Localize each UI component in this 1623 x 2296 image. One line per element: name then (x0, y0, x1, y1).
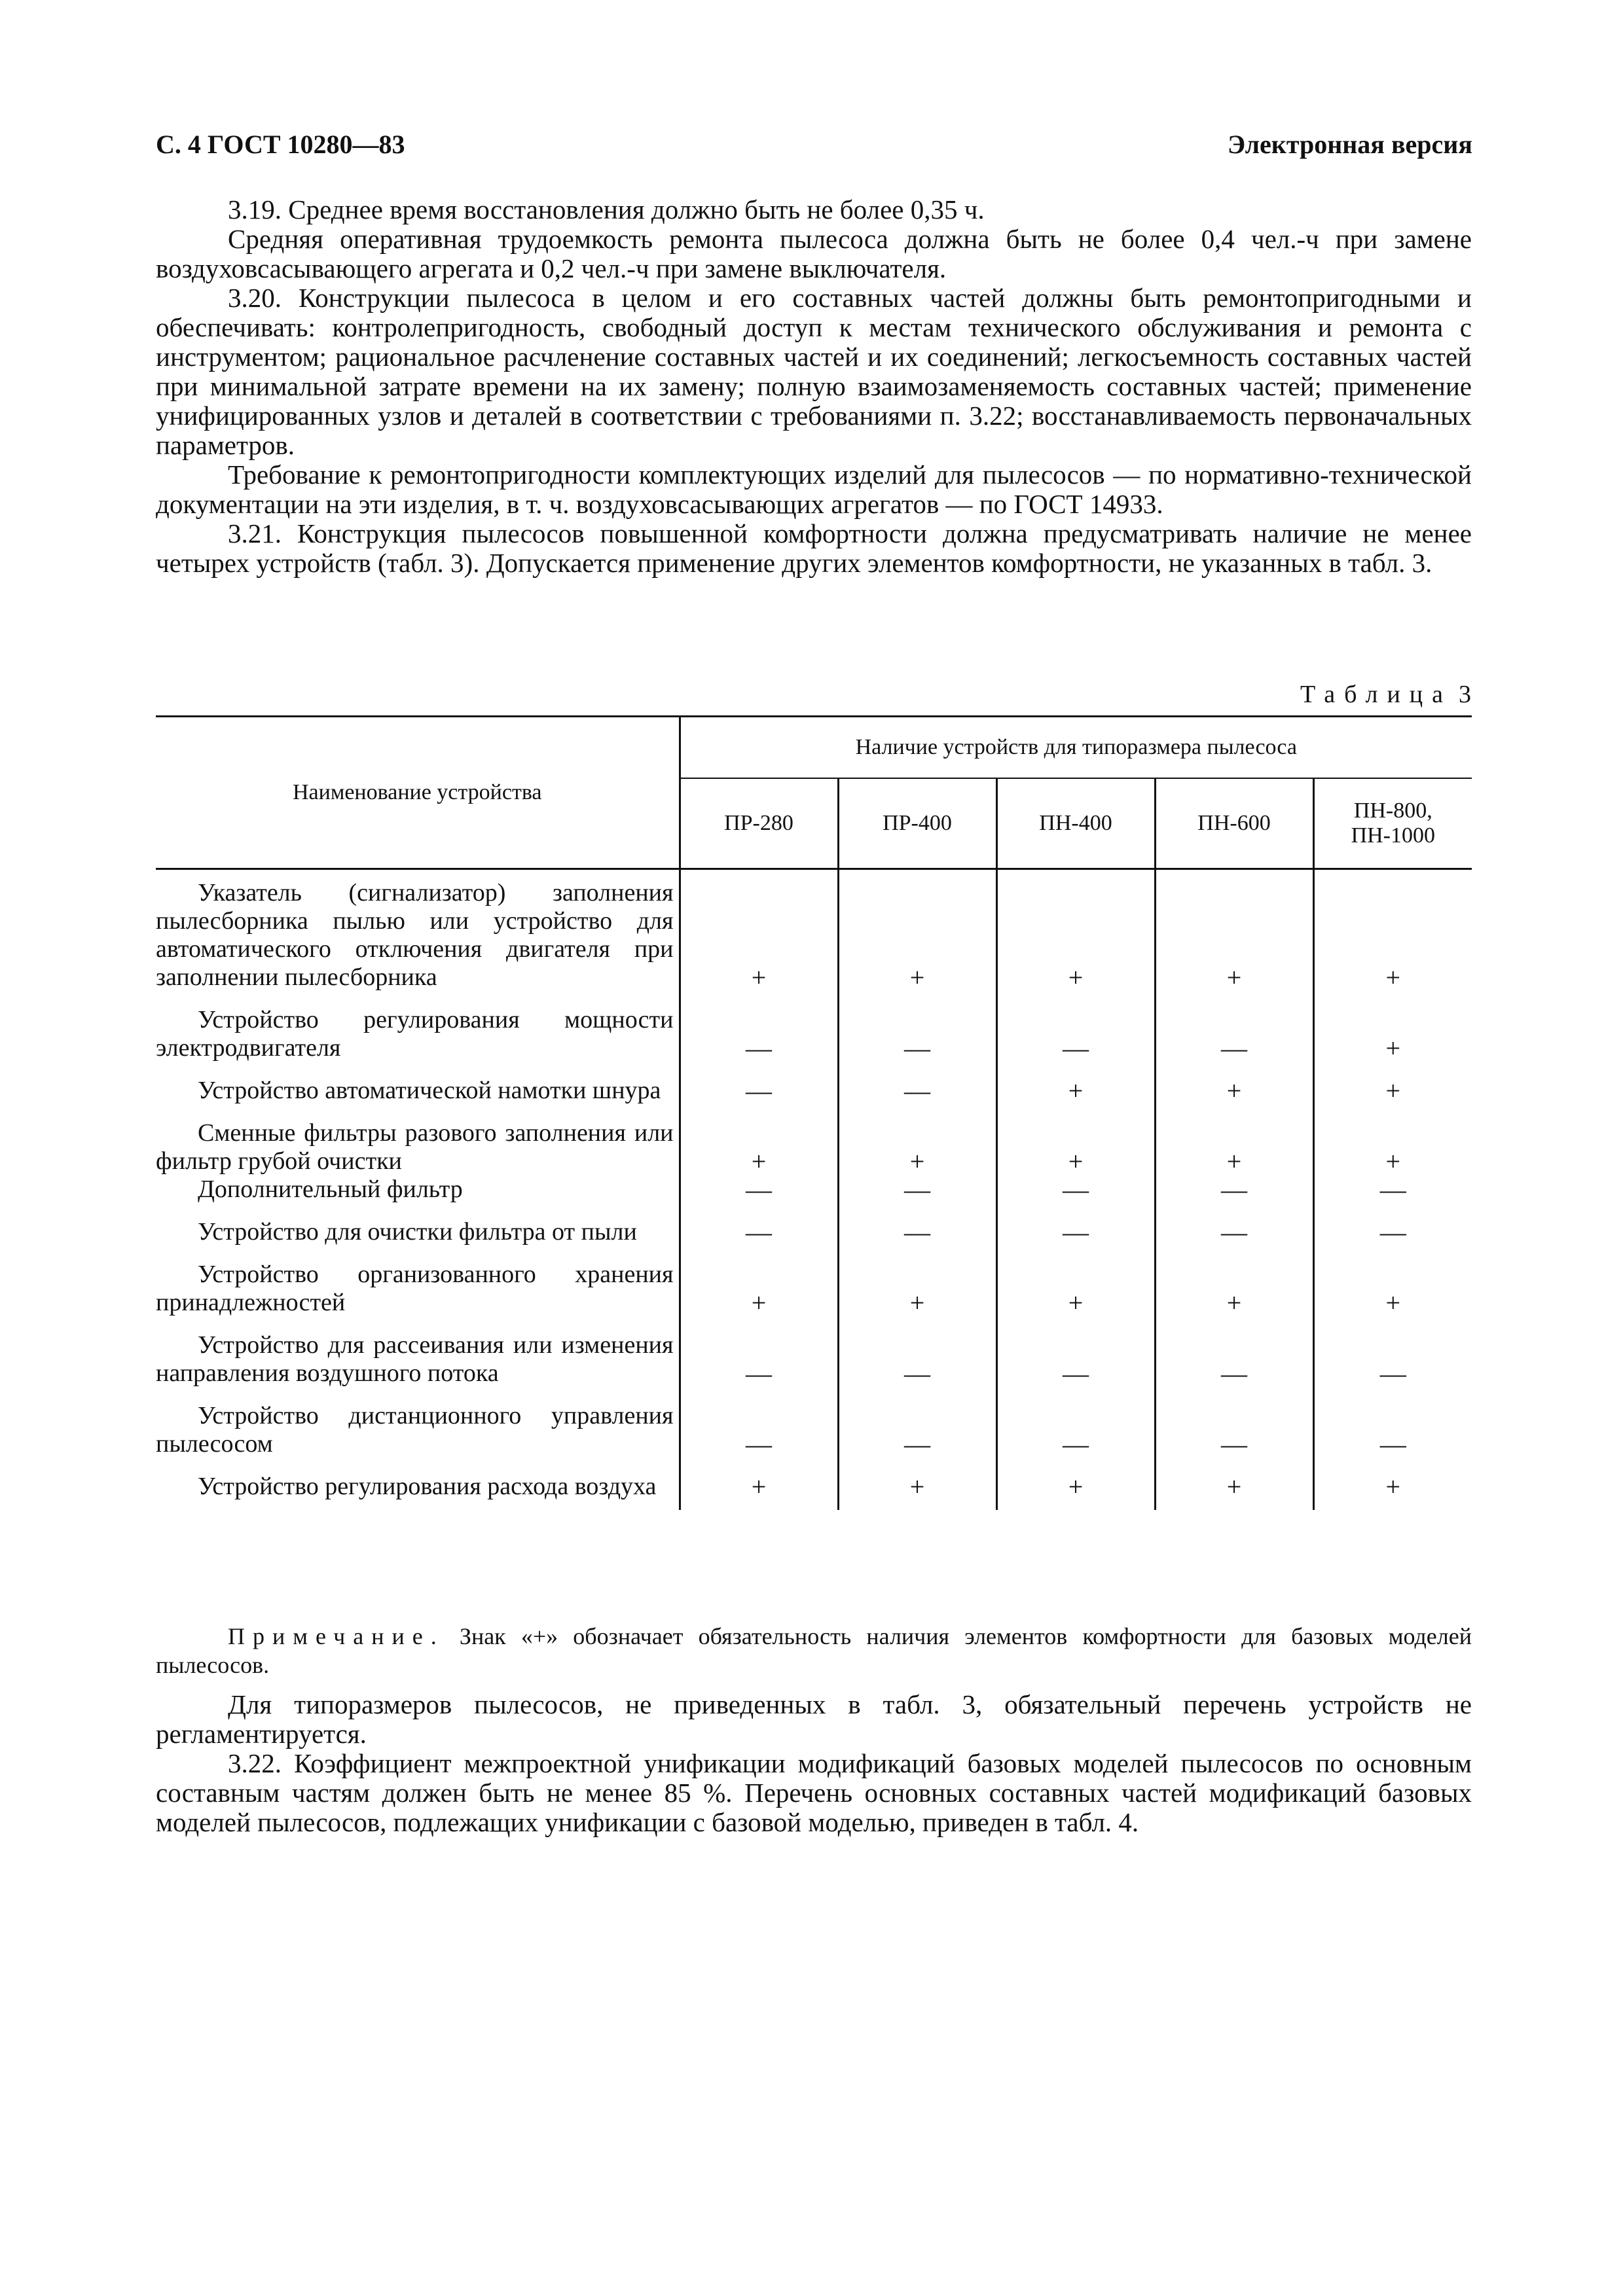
spacer-cell (1313, 1246, 1472, 1261)
paragraph: 3.19. Среднее время восстановления должно быть не более 0,35 ч. (228, 194, 985, 224)
availability-mark-cell: — (680, 1175, 838, 1204)
availability-mark-cell: — (680, 1077, 838, 1105)
spacer-cell (156, 992, 680, 1006)
availability-mark-cell: + (996, 869, 1155, 992)
row-spacer (156, 1105, 1472, 1119)
spacer-cell (1313, 1458, 1472, 1473)
spacer-cell (680, 1458, 838, 1473)
device-name: Устройство автоматической намотки шнура (198, 1077, 661, 1104)
availability-mark-cell: — (838, 1006, 996, 1062)
spacer-cell (680, 1388, 838, 1402)
spacer-cell (838, 1204, 996, 1218)
page-header-right: Электронная версия (1227, 130, 1472, 159)
device-name-cell (156, 1473, 680, 1510)
availability-mark-cell: + (1155, 1473, 1313, 1510)
availability-mark-cell: — (1313, 1402, 1472, 1458)
availability-mark-cell: + (838, 869, 996, 992)
paragraph: Для типоразмеров пылесосов, не приведенных в табл. 3, обязательный перечень устройств не регламентируется. (156, 1689, 1472, 1749)
device-name: Устройство регулирования мощности электродвигателя (156, 1006, 674, 1062)
spacer-cell (838, 1458, 996, 1473)
spacer-cell (838, 1388, 996, 1402)
spacer-cell (1313, 1105, 1472, 1119)
column-header: ПН-600 (1155, 778, 1313, 869)
availability-mark-cell: + (1313, 1473, 1472, 1510)
availability-mark-cell: + (1313, 869, 1472, 992)
spacer-cell (996, 1204, 1155, 1218)
table-caption (1300, 679, 1471, 709)
spacer-cell (1155, 1388, 1313, 1402)
spacer-cell (1313, 1204, 1472, 1218)
page-header-left: С. 4 ГОСТ 10280—83 (156, 130, 405, 159)
paragraph: 3.20. Конструкции пылесоса в целом и его составных частей должны быть ремонтопригодными и обеспечивать: контролепригодность, свободный доступ к местам технического обслуживания и ремонта с инструментом; рациональное расчленение составных частей и их соединений; легкосъемность составных частей при минимальной затрате времени на их замену; полную взаимозаменяемость составных частей; применение унифицированных узлов и деталей в соответствии с требованиями п. 3.22; восстанавливаемость первоначальных параметров. (156, 283, 1472, 460)
column-header: ПР-400 (838, 778, 996, 869)
spacer-cell (996, 1458, 1155, 1473)
spacer-cell (1155, 992, 1313, 1006)
availability-mark-cell: — (838, 1218, 996, 1246)
table-row (156, 1006, 1472, 1062)
availability-mark-cell: + (996, 1473, 1155, 1510)
availability-mark-cell: — (680, 1006, 838, 1062)
device-name-cell (156, 1261, 680, 1317)
spacer-cell (156, 1062, 680, 1077)
availability-mark-cell: + (838, 1261, 996, 1317)
availability-mark-cell: + (1313, 1006, 1472, 1062)
availability-mark-cell: + (838, 1473, 996, 1510)
spacer-cell (1313, 1062, 1472, 1077)
spacer-cell (156, 1204, 680, 1218)
availability-mark-cell: + (680, 1119, 838, 1175)
availability-mark-cell: + (680, 1473, 838, 1510)
table-caption-number: 3 (1459, 681, 1471, 708)
spacer-cell (838, 992, 996, 1006)
availability-mark-cell: + (1155, 869, 1313, 992)
spacer-cell (156, 1317, 680, 1331)
device-name: Устройство для рассеивания или изменения направления воздушного потока (156, 1331, 674, 1387)
spacer-cell (1313, 1317, 1472, 1331)
spacer-cell (156, 1246, 680, 1261)
row-spacer (156, 992, 1472, 1006)
availability-mark-cell: — (996, 1218, 1155, 1246)
spacer-cell (156, 1388, 680, 1402)
availability-mark-cell: — (996, 1331, 1155, 1388)
availability-mark-cell: — (996, 1006, 1155, 1062)
availability-mark-cell: — (838, 1402, 996, 1458)
column-header: ПН-400 (996, 778, 1155, 869)
spacer-cell (838, 1317, 996, 1331)
table-note (156, 1622, 1472, 1679)
row-spacer (156, 1317, 1472, 1331)
spacer-cell (838, 1105, 996, 1119)
device-name: Устройство дистанционного управления пылесосом (156, 1402, 674, 1458)
availability-mark-cell: — (680, 1402, 838, 1458)
spacer-cell (680, 992, 838, 1006)
availability-mark-cell: — (1313, 1175, 1472, 1204)
device-name: Дополнительный фильтр (198, 1175, 463, 1203)
spacer-cell (1155, 1458, 1313, 1473)
table-row (156, 1473, 1472, 1510)
availability-mark-cell: — (680, 1218, 838, 1246)
spacer-cell (996, 992, 1155, 1006)
spacer-cell (996, 1317, 1155, 1331)
availability-mark-cell: — (1155, 1175, 1313, 1204)
row-spacer (156, 1458, 1472, 1473)
device-name-cell (156, 1402, 680, 1458)
availability-mark-cell: — (1155, 1006, 1313, 1062)
column-header-device-name: Наименование устройства (156, 717, 680, 869)
device-name-cell (156, 1006, 680, 1062)
paragraph: 3.22. Коэффициент межпроектной унификации модификаций базовых моделей пылесосов по основным составным частям должен быть не менее 85 %. Перечень основных составных частей модификаций базовых моделей пылесосов, подлежащих унификации с базовой моделью, приведен в табл. 4. (156, 1748, 1472, 1837)
table-caption-word: Таблица (1300, 681, 1452, 708)
spacer-cell (1313, 992, 1472, 1006)
table-row (156, 1331, 1472, 1388)
availability-mark-cell: + (1313, 1077, 1472, 1105)
spacer-cell (156, 1105, 680, 1119)
spacer-cell (1313, 1388, 1472, 1402)
paragraph: Требование к ремонтопригодности комплектующих изделий для пылесосов — по нормативно-технической документации на эти изделия, в т. ч. воздуховсасывающих агрегатов — по ГОСТ 14933. (156, 459, 1472, 519)
column-header: ПР-280 (680, 778, 838, 869)
availability-mark-cell: + (680, 1261, 838, 1317)
availability-mark-cell: — (838, 1077, 996, 1105)
table-row (156, 1218, 1472, 1246)
availability-mark-cell: + (838, 1119, 996, 1175)
spacer-cell (996, 1062, 1155, 1077)
device-name: Устройство организованного хранения принадлежностей (156, 1261, 674, 1316)
availability-mark-cell: + (996, 1261, 1155, 1317)
row-spacer (156, 1062, 1472, 1077)
availability-mark-cell: — (1155, 1218, 1313, 1246)
body-text-bottom (156, 1690, 1472, 1837)
device-name-cell (156, 869, 680, 992)
availability-mark-cell: — (680, 1331, 838, 1388)
spacer-cell (1155, 1246, 1313, 1261)
table-row (156, 1402, 1472, 1458)
device-name-cell (156, 1077, 680, 1105)
paragraph: Средняя оперативная трудоемкость ремонта пылесоса должна быть не более 0,4 чел.-ч при замене воздуховсасывающего агрегата и 0,2 чел.-ч при замене выключателя. (156, 224, 1472, 283)
spacer-cell (680, 1246, 838, 1261)
spacer-cell (680, 1105, 838, 1119)
table-row (156, 1175, 1472, 1204)
device-name-cell (156, 1119, 680, 1175)
availability-mark-cell: + (996, 1119, 1155, 1175)
note-label: Примечание. (228, 1623, 445, 1649)
table-row (156, 869, 1472, 992)
body-text-top (156, 195, 1472, 578)
spacer-cell (680, 1062, 838, 1077)
availability-mark-cell: + (1313, 1119, 1472, 1175)
table-row (156, 1261, 1472, 1317)
availability-mark-cell: + (1313, 1261, 1472, 1317)
device-name-cell (156, 1218, 680, 1246)
spacer-cell (838, 1062, 996, 1077)
spacer-cell (1155, 1317, 1313, 1331)
spacer-cell (838, 1246, 996, 1261)
spacer-cell (680, 1204, 838, 1218)
device-name: Сменные фильтры разового заполнения или фильтр грубой очистки (156, 1119, 674, 1175)
row-spacer (156, 1204, 1472, 1218)
availability-mark-cell: — (838, 1331, 996, 1388)
row-spacer (156, 1246, 1472, 1261)
devices-table (156, 715, 1472, 1510)
group-header-availability: Наличие устройств для типоразмера пылесоса (680, 717, 1472, 779)
column-header: ПН-800, ПН-1000 (1313, 778, 1472, 869)
table-row (156, 1077, 1472, 1105)
availability-mark-cell: + (996, 1077, 1155, 1105)
spacer-cell (680, 1317, 838, 1331)
device-name-cell (156, 1331, 680, 1388)
device-name-cell (156, 1175, 680, 1204)
availability-mark-cell: — (996, 1402, 1155, 1458)
table-row (156, 1119, 1472, 1175)
availability-mark-cell: + (1155, 1119, 1313, 1175)
availability-mark-cell: — (838, 1175, 996, 1204)
spacer-cell (1155, 1204, 1313, 1218)
availability-mark-cell: — (1313, 1331, 1472, 1388)
availability-mark-cell: + (1155, 1077, 1313, 1105)
availability-mark-cell: — (1155, 1331, 1313, 1388)
availability-mark-cell: + (1155, 1261, 1313, 1317)
spacer-cell (996, 1246, 1155, 1261)
spacer-cell (996, 1388, 1155, 1402)
row-spacer (156, 1388, 1472, 1402)
availability-mark-cell: — (996, 1175, 1155, 1204)
availability-mark-cell: — (1155, 1402, 1313, 1458)
spacer-cell (1155, 1105, 1313, 1119)
spacer-cell (1155, 1062, 1313, 1077)
spacer-cell (156, 1458, 680, 1473)
availability-mark-cell: + (680, 869, 838, 992)
spacer-cell (996, 1105, 1155, 1119)
device-name: Указатель (сигнализатор) заполнения пылесборника пылью или устройство для автоматического отключения двигателя при заполнении пылесборника (156, 879, 674, 991)
device-name: Устройство регулирования расхода воздуха (198, 1473, 657, 1500)
note-text: Знак «+» обозначает обязательность наличия элементов комфортности для базовых моделей пылесосов. (156, 1623, 1472, 1678)
device-name: Устройство для очистки фильтра от пыли (198, 1218, 637, 1246)
availability-mark-cell: — (1313, 1218, 1472, 1246)
paragraph: 3.21. Конструкция пылесосов повышенной комфортности должна предусматривать наличие не менее четырех устройств (табл. 3). Допускается применение других элементов комфортности, не указанных в табл. 3. (156, 518, 1472, 578)
